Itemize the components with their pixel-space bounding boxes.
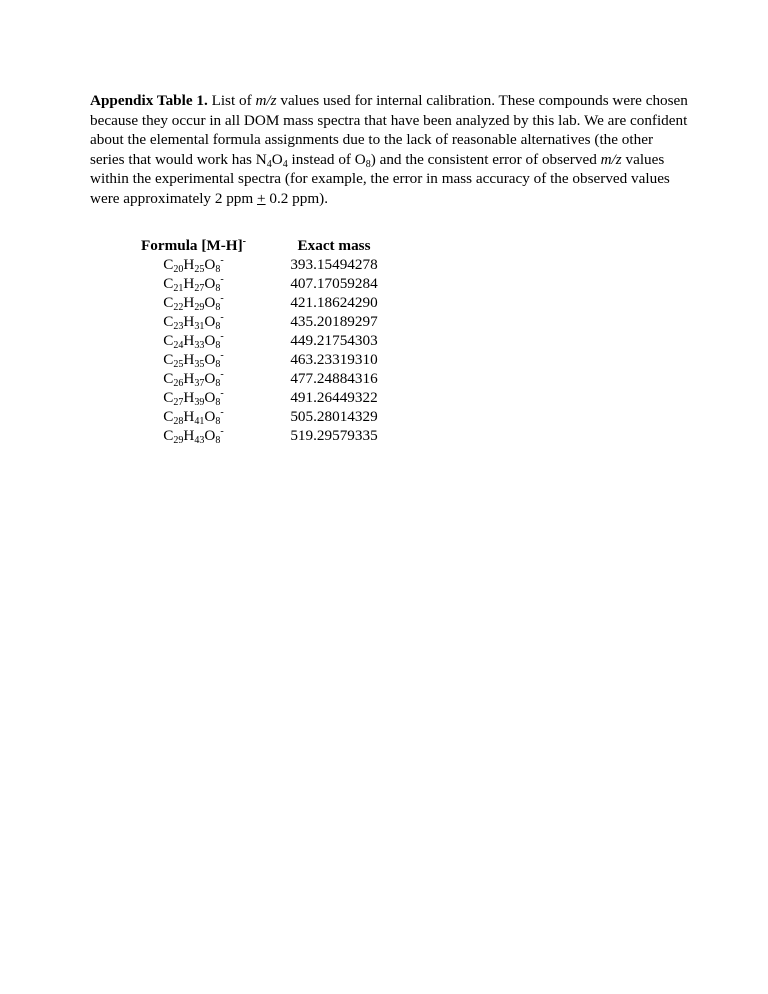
caption-subscript: 4	[282, 158, 288, 170]
header-exact-mass: Exact mass	[297, 237, 371, 254]
caption-subscript: 8	[365, 158, 371, 170]
caption-text: List of	[207, 92, 256, 109]
table-row	[133, 274, 389, 293]
header-formula: Formula [M-H]-	[141, 236, 246, 254]
formula-cell: $C_{21}H_{27}O_8^-$	[163, 274, 224, 294]
caption-text: values used for internal calibration. These compounds were chosen because they occur in all DOM mass spectra that have been analyzed by this lab. We are confident about the elemental formula assignments due to the lack of reasonable alternatives (the other series that would work has N	[90, 92, 688, 168]
formula-cell: $C_{24}H_{33}O_8^-$	[163, 331, 224, 351]
caption-subscript: 4	[266, 158, 272, 170]
formula-cell: $C_{25}H_{35}O_8^-$	[163, 350, 224, 370]
table-caption	[90, 91, 690, 209]
exact-mass-cell: 505.28014329	[290, 408, 378, 425]
formula-cell: $C_{20}H_{25}O_8^-$	[163, 255, 224, 275]
table-row	[133, 426, 389, 445]
table-row	[133, 312, 389, 331]
table-row	[133, 388, 389, 407]
exact-mass-cell: 519.29579335	[290, 427, 378, 444]
formula-cell: $C_{23}H_{31}O_8^-$	[163, 312, 224, 332]
exact-mass-cell: 491.26449322	[290, 389, 378, 406]
formula-cell: $C_{29}H_{43}O_8^-$	[163, 426, 224, 446]
formula-cell: $C_{26}H_{37}O_8^-$	[163, 369, 224, 389]
caption-text: instead of O	[287, 150, 366, 168]
table-row	[133, 293, 389, 312]
table-row	[133, 350, 389, 369]
caption-plus-minus: +	[257, 189, 266, 207]
table-row	[133, 407, 389, 426]
calibration-table	[133, 236, 389, 445]
table-header-row	[133, 236, 389, 255]
caption-text: values within the experimental spectra (for example, the error in mass accuracy of the observed values were approximately 2 ppm	[90, 150, 670, 207]
formula-cell: $C_{28}H_{41}O_8^-$	[163, 407, 224, 427]
table-row	[133, 331, 389, 350]
exact-mass-cell: 421.18624290	[290, 294, 378, 311]
caption-text: ) and the consistent error of observed	[370, 150, 601, 168]
caption-mz: m/z	[255, 92, 277, 109]
exact-mass-cell: 393.15494278	[290, 256, 378, 273]
table-row	[133, 255, 389, 274]
caption-mz: m/z	[600, 150, 622, 168]
exact-mass-cell: 463.23319310	[290, 351, 378, 368]
formula-cell: $C_{27}H_{39}O_8^-$	[163, 388, 224, 408]
caption-label: Appendix Table 1.	[90, 92, 208, 109]
formula-cell: $C_{22}H_{29}O_8^-$	[163, 293, 224, 313]
exact-mass-cell: 449.21754303	[290, 332, 378, 349]
exact-mass-cell: 407.17059284	[290, 275, 378, 292]
caption-text: O	[271, 150, 283, 168]
exact-mass-cell: 435.20189297	[290, 313, 378, 330]
table-row	[133, 369, 389, 388]
exact-mass-cell: 477.24884316	[290, 370, 378, 387]
caption-text: 0.2 ppm).	[265, 189, 329, 207]
